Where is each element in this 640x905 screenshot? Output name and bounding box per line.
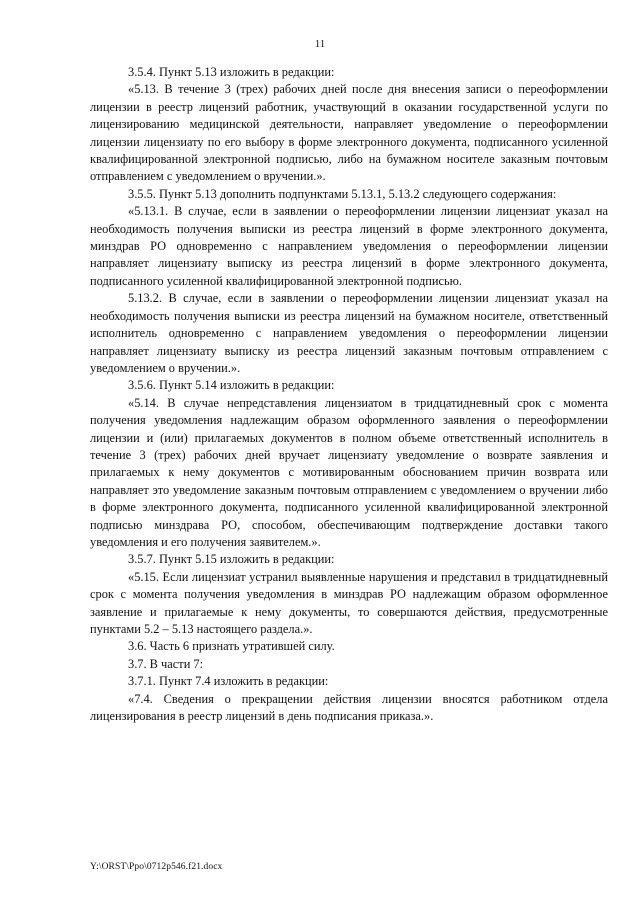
paragraph-3-5-5: 3.5.5. Пункт 5.13 дополнить подпунктами 5.13.1, 5.13.2 следующего содержания: — [128, 186, 557, 201]
paragraph-3-5-6: 3.5.6. Пункт 5.14 изложить в редакции: — [128, 378, 335, 393]
paragraph-3-5-7: 3.5.7. Пункт 5.15 изложить в редакции: — [128, 552, 335, 567]
document-body — [90, 64, 608, 725]
paragraph-3-7: 3.7. В части 7: — [128, 656, 204, 671]
paragraph-5-13: «5.13. В течение 3 (трех) рабочих дней после дня внесения записи о переоформлении лицензии в реестр лицензий работник, участвующий в оказании государственной услуги по лицензированию медицинской деятельности, направляет уведомление о переоформлении лицензии лицензиату по его выбору в форме электронного документа, подписанного усиленной квалифицированной электронной подписью, либо на бумажном носителе заказным почтовым отправлением с уведомлением о вручении.». — [90, 82, 608, 184]
paragraph-5-13-2: 5.13.2. В случае, если в заявлении о переоформлении лицензии лицензиат указал на необходимость получения выписки из реестра лицензий на бумажном носителе, ответственный исполнитель одновременно с направлением уведомления о переоформлении лицензии направляет лицензиату выписку из реестра лицензий заказным почтовым отправлением с уведомлением о вручении.». — [90, 291, 608, 375]
paragraph-3-7-1: 3.7.1. Пункт 7.4 изложить в редакции: — [128, 674, 329, 689]
page-number: 11 — [314, 38, 326, 50]
paragraph-5-13-1: «5.13.1. В случае, если в заявлении о переоформлении лицензии лицензиат указал на необходимость получения выписки из реестра лицензий в форме электронного документа, минздрав РО одновременно с направлением уведомления о переоформлении лицензии направляет лицензиату выписку из реестра лицензий в форме электронного документа, подписанного усиленной квалифицированной электронной подписью. — [90, 204, 608, 288]
paragraph-3-6: 3.6. Часть 6 признать утратившей силу. — [128, 639, 335, 654]
footer-file-path: Y:\ORST\Ppo\0712p546.f21.docx — [90, 862, 223, 872]
paragraph-3-5-4: 3.5.4. Пункт 5.13 изложить в редакции: — [128, 65, 335, 79]
paragraph-5-14: «5.14. В случае непредставления лицензиатом в тридцатидневный срок с момента получения уведомления надлежащим образом оформленного заявления о переоформлении лицензии и (или) прилагаемых документов в полном объеме ответственный исполнитель в течение 3 (трех) рабочих дней вручает лицензиату уведомление о возврате заявления и прилагаемых к нему документов с мотивированным обоснованием причин возврата или направляет это уведомление заказным почтовым отправлением с уведомлением о вручении либо в форме электронного документа, подписанного усиленной квалифицированной электронной подписью минздрава РО, способом, обеспечивающим подтверждение доставки такого уведомления и его получения заявителем.». — [90, 395, 608, 549]
paragraph-7-4: «7.4. Сведения о прекращении действия лицензии вносятся работником отдела лицензирования в реестр лицензий в день подписания приказа.». — [90, 691, 608, 724]
paragraph-5-15: «5.15. Если лицензиат устранил выявленные нарушения и представил в тридцатидневный срок с момента получения уведомления в минздрав РО надлежащим образом оформленное заявление и прилагаемые к нему документы, то совершаются действия, предусмотренные пунктами 5.2 – 5.13 настоящего раздела.». — [90, 569, 608, 636]
